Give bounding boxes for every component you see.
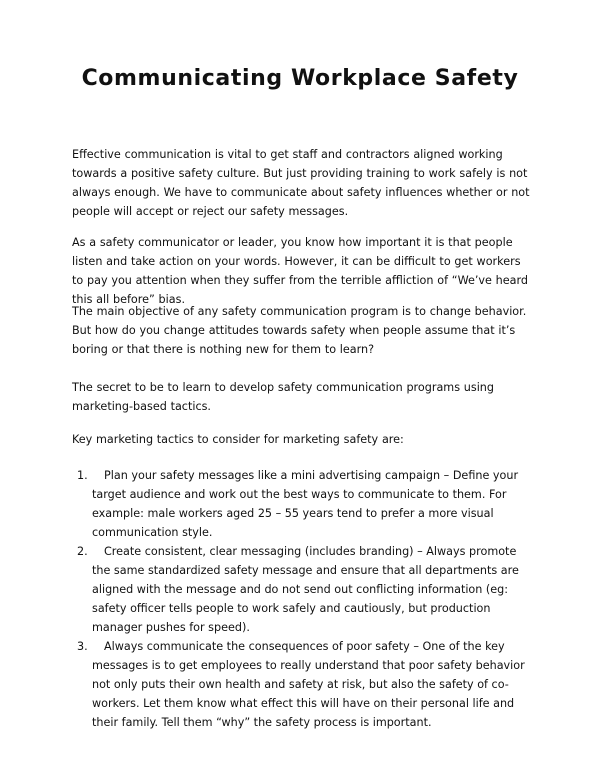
tactics-list — [72, 466, 534, 732]
paragraph-key-tactics: Key marketing tactics to consider for marketing safety are: — [72, 433, 404, 446]
list-item-text: Plan your safety messages like a mini advertising campaign – Define your target audience and work out the best ways to communicate to them. For example: male workers aged 25 – 55 years tend to prefer a more visual communication style. — [92, 469, 519, 539]
document-title: Communicating Workplace Safety — [81, 66, 519, 91]
list-item — [72, 466, 534, 542]
paragraph-objective: The main objective of any safety communication program is to change behavior. But how do you change attitudes towards safety when people assume that it’s boring or that there is nothing new for them to learn? — [72, 305, 527, 356]
list-item-number: 2. — [77, 545, 88, 558]
paragraph-secret: The secret to be to learn to develop safety communication programs using marketing-based tactics. — [72, 381, 495, 413]
paragraph-communicator: As a safety communicator or leader, you know how important it is that people listen and take action on your words. However, it can be difficult to get workers to pay you attention when they suffer from the terrible affliction of “We’ve heard this all before” bias. — [72, 236, 529, 306]
list-item — [72, 637, 534, 732]
list-item-text: Create consistent, clear messaging (includes branding) – Always promote the same standardized safety message and ensure that all departments are aligned with the message and do not send out conflicting information (eg: safety officer tells people to work safely and cautiously, but production manager pushes for speed). — [92, 545, 519, 634]
paragraph-intro: Effective communication is vital to get staff and contractors aligned working towards a positive safety culture. But just providing training to work safely is not always enough. We have to communicate about safety influences whether or not people will accept or reject our safety messages. — [72, 148, 530, 218]
list-item — [72, 542, 534, 637]
list-item-text: Always communicate the consequences of poor safety – One of the key messages is to get employees to really understand that poor safety behavior not only puts their own health and safety at risk, but also the safety of co-workers. Let them know what effect this will have on their personal life and their family. Tell them “why” the safety process is important. — [92, 640, 525, 729]
list-item-number: 1. — [77, 469, 88, 482]
list-item-number: 3. — [77, 640, 88, 653]
